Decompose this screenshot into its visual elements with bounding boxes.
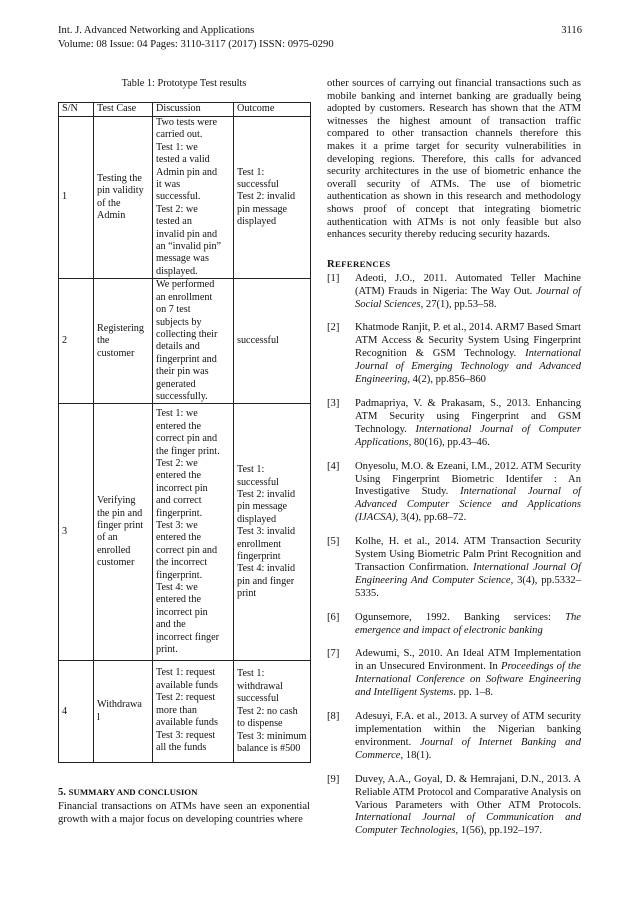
reference-number: [4] [327, 460, 340, 472]
table-row [59, 117, 311, 279]
reference-item [327, 612, 581, 638]
header-outcome: Outcome [234, 103, 311, 117]
right-column [327, 78, 581, 849]
running-header [58, 24, 582, 51]
reference-item [327, 711, 581, 763]
section-heading [58, 787, 198, 798]
cell-sn: 2 [59, 279, 94, 404]
reference-text: Khatmode Ranjit, P. et al., 2014. ARM7 Based Smart ATM Access & Security System Using Fingerprint Recognition & GSM Technology. International Journal of Emerging Technology and Advanced Engineering, 4(2), pp.856–860 [355, 322, 581, 386]
reference-text: Adesuyi, F.A. et al., 2013. A survey of ATM security implementation within the Nigerian banking environment. Journal of Internet Banking and Commerce, 18(1). [355, 711, 581, 761]
reference-item [327, 273, 581, 312]
cell-sn: 3 [59, 404, 94, 661]
reference-text: Adewumi, S., 2010. An Ideal ATM Implementation in an Unsecured Environment. In Proceedings of the International Conference on Software Engineering and Intelligent Systems. pp. 1–8. [355, 648, 581, 699]
section-title: SUMMARY AND CONCLUSION [68, 787, 198, 797]
cell-test-case: Verifying the pin and finger print of an enrolled customer [94, 404, 153, 661]
reference-item [327, 536, 581, 601]
reference-text: Onyesolu, M.O. & Ezeani, I.M., 2012. ATM Security Using Fingerprint Biometric Identifer : An Investigative Study. International Journal of Advanced Computer Science and Applications (IJACSA), 3(4), pp.68–72. [355, 460, 582, 524]
header-test-case: Test Case [94, 103, 153, 117]
cell-test-case: Withdrawa l [94, 661, 153, 763]
reference-text: Duvey, A.A., Goyal, D. & Hemrajani, D.N., 2013. A Reliable ATM Protocol and Comparative Analysis on Various Parameters with Other ATM Protocols. International Journal of Communication and Computer Technologies, 1(56), pp.192–197. [355, 773, 581, 837]
cell-outcome: Test 1: successful Test 2: invalid pin message displayed Test 3: invalid enrollment fingerprint Test 4: invalid pin and finger print [234, 404, 311, 661]
conclusion-paragraph: other sources of carrying out financial transactions such as mobile banking and internet banking are gradually being adopted by customers. Research has shown that the ATM witnesses the highest amount of transaction traffic compared to other transaction channels therefore this makes it a prime target for security vulnerabilities in developing regions. Therefore, this calls for advanced security architectures in the use of biometric enhance the overall security of ATMs. The use of biometric authentication as shown in this research and methodology shows proof of concept that integrating biometric authentication with ATMs is not only feasible but also enhances security thereby reducing security hazards. [327, 78, 581, 241]
section-body: Financial transactions on ATMs have seen an exponential growth with a major focus on developing countries where [58, 801, 310, 826]
cell-test-case: Registering the customer [94, 279, 153, 404]
reference-number: [1] [327, 272, 340, 284]
page-number: 3116 [561, 25, 582, 36]
cell-discussion: Test 1: request available funds Test 2: request more than available funds Test 3: request all the funds [153, 661, 234, 763]
cell-discussion: Test 1: we entered the correct pin and the finger print. Test 2: we entered the incorrect pin and correct fingerprint. Test 3: we entered the correct pin and the incorrect fingerprint. Test 4: we entered the incorrect pin and the incorrect finger print. [153, 404, 234, 661]
reference-text: Kolhe, H. et al., 2014. ATM Transaction Security System Using Biometric Palm Print Recognition and Transaction Confirmation. International Journal Of Engineering And Computer Science, 3(4), pp.5332–5335. [355, 536, 581, 599]
reference-list [327, 273, 581, 839]
table-row [59, 404, 311, 661]
left-column [58, 78, 310, 763]
table-row [59, 661, 311, 763]
table-row [59, 279, 311, 404]
cell-discussion: Two tests were carried out. Test 1: we tested a valid Admin pin and it was successful. Test 2: we tested an invalid pin and an “invalid pin” message was displayed. [153, 117, 234, 279]
reference-item [327, 648, 581, 700]
cell-outcome: Test 1: successful Test 2: invalid pin message displayed [234, 117, 311, 279]
reference-number: [7] [327, 648, 340, 660]
header-discussion: Discussion [153, 103, 234, 117]
journal-name: Int. J. Advanced Networking and Applications [58, 25, 255, 36]
reference-text: Ogunsemore, 1992. Banking services: The emergence and impact of electronic banking [355, 611, 581, 636]
cell-outcome: Test 1: withdrawal successful Test 2: no cash to dispense Test 3: minimum balance is #500 [234, 661, 311, 763]
reference-item [327, 461, 581, 526]
reference-number: [3] [327, 397, 340, 409]
test-results-table [58, 102, 311, 763]
cell-sn: 4 [59, 661, 94, 763]
reference-number: [2] [327, 322, 340, 334]
reference-number: [6] [327, 611, 340, 623]
cell-discussion: We performed an enrollment on 7 test subjects by collecting their details and fingerprint and their pin was generated successfully. [153, 279, 234, 404]
reference-item [327, 322, 581, 387]
reference-item [327, 398, 581, 450]
reference-number: [5] [327, 536, 340, 548]
table-header-row [59, 103, 311, 117]
references-heading: REFERENCES [327, 258, 391, 270]
section-number: 5. [58, 787, 66, 798]
reference-number: [8] [327, 711, 340, 723]
cell-test-case: Testing the pin validity of the Admin [94, 117, 153, 279]
table-caption: Table 1: Prototype Test results [121, 78, 247, 89]
reference-text: Adeoti, J.O., 2011. Automated Teller Machine (ATM) Frauds in Nigeria: The Way Out. Journal of Social Sciences, 27(1), pp.53–58. [355, 272, 581, 310]
cell-outcome: successful [234, 279, 311, 404]
reference-number: [9] [327, 773, 340, 785]
header-sn: S/N [59, 103, 94, 117]
reference-item [327, 774, 581, 839]
reference-text: Padmapriya, V. & Prakasam, S., 2013. Enhancing ATM Security using Fingerprint and GSM Technology. International Journal of Computer Applications, 80(16), pp.43–46. [355, 397, 581, 448]
cell-sn: 1 [59, 117, 94, 279]
volume-info: Volume: 08 Issue: 04 Pages: 3110-3117 (2017) ISSN: 0975-0290 [58, 38, 334, 50]
